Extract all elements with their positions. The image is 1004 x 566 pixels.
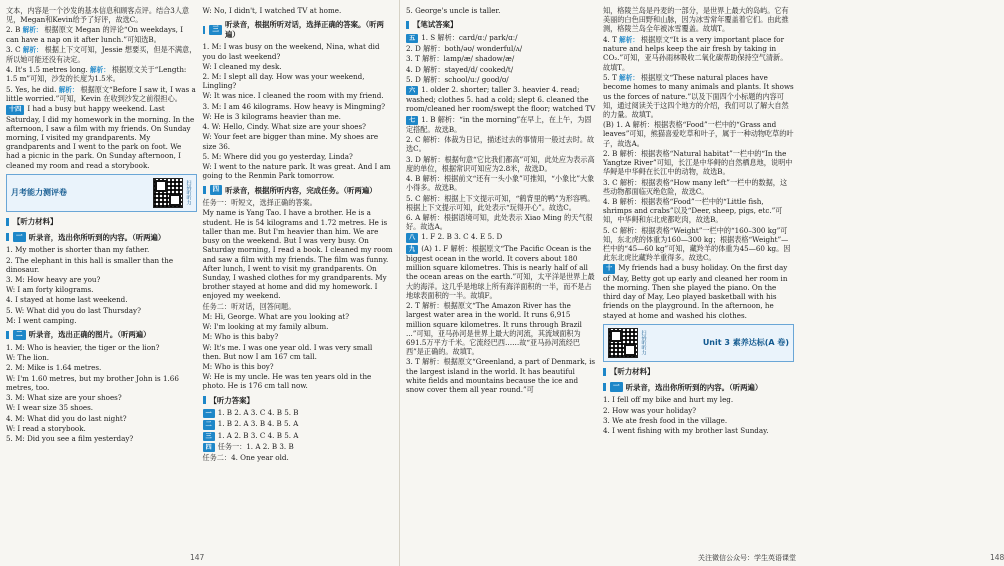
paragraph: 5. T 解析： 根据原文“These natural places have become homes to many animals and plants. It shows us the forces of nature.”以及下面四个小标题的内容可知，通过阅读关于这四个地方的介绍，我们可以了解大自然的力量。故填T。 bbox=[603, 72, 794, 119]
written-answer-header: 【笔试答案】 bbox=[406, 19, 597, 31]
qr-code-block bbox=[608, 328, 646, 358]
list-item: W: I wear size 35 shoes. bbox=[6, 403, 94, 413]
list-item: W: No, I didn't, I watched TV at home. bbox=[202, 6, 342, 15]
list-item: 4. W: Hello, Cindy. What size are your shoes? bbox=[202, 122, 366, 132]
section-badge: 六 bbox=[406, 86, 418, 95]
list-item: 3. M: What size are your shoes? bbox=[6, 393, 122, 403]
list-item: 5. W: What did you do last Thursday? bbox=[6, 305, 141, 315]
list-item: 1. I fell off my bike and hurt my leg. bbox=[603, 395, 734, 405]
section-badge: 九 bbox=[406, 245, 418, 254]
page-number-right: 148 bbox=[990, 553, 1004, 562]
section-title: 一 听录音，选出你所听到的内容。（听两遍） bbox=[603, 381, 794, 393]
list-item: 2. M: I slept all day. How was your weekend, Lingling? bbox=[202, 71, 365, 91]
list-item: 4. D 解析：stayed/d/ cooked/t/ bbox=[406, 64, 514, 74]
list-item: 5. C 解析：根据表格“Weight”一栏中的“160–300 kg”可知，东北虎的体重为160—300 kg；根据表格“Weight”—栏中的“45—60 kg”可知，藏羚羊的体重为45—60 kg。因此东北虎比藏羚羊重得多。故选C。 bbox=[603, 225, 791, 263]
section-badge: 四 bbox=[210, 185, 223, 195]
unit-title: 月考能力测评卷 bbox=[11, 187, 67, 197]
essay-paragraph: 十四 I had a busy but happy weekend. Last Saturday, I did my homework in the morning. In the afternoon, I saw a film with my friends. On Sunday morning, I visited my grandparents. My grandparents and I went to the park on foot. We had a picnic in the park. On Sunday afternoon, I cleaned my room and read a storybook. bbox=[6, 104, 195, 170]
list-item: 4. I went fishing with my brother last Sunday. bbox=[603, 425, 769, 435]
answer-row: 六 1. older 2. shorter; taller 3. heavier 4. read; washed; clothes 5. had a cold; slept 6. cleaned the room/cleaned her room/swept the floor; watched TV bbox=[406, 84, 596, 114]
task-title: 任务一：听短文，选择正确的答案。 bbox=[202, 198, 317, 208]
list-item: 5. M: Did you see a film yesterday? bbox=[6, 433, 134, 443]
list-item: 5. C 解析：根据上下文提示可知，“鹤背里的鸭”为形容鸭。根据上下文提示可知，此处表示“玩得开心”。故选C。 bbox=[406, 193, 595, 212]
answer-row: 八 1. F 2. B 3. C 4. E 5. D bbox=[406, 232, 597, 242]
unit-banner bbox=[6, 174, 197, 212]
unit-banner bbox=[603, 324, 794, 362]
left-page bbox=[0, 0, 400, 566]
answer-row: 四 任务一：1. A 2. B 3. B bbox=[203, 442, 394, 452]
list-item: 2. How was your holiday? bbox=[603, 405, 697, 415]
list-item: 3. T 解析：根据原文“Greenland, a part of Denmark, is the largest island in the world. It has beautiful white fields and mountains because the ice and snow cover them all year round.”可 bbox=[406, 357, 596, 395]
list-item: W: It was nice. I cleaned the room with my friend. bbox=[202, 91, 384, 101]
list-item: 1. M: I was busy on the weekend, Nina, what did you do last weekend? bbox=[202, 42, 380, 61]
section-badge: 五 bbox=[406, 34, 418, 43]
list-item: 4. B 解析：根据前文“还有一头小象”可推知，“小象比”大象小得多。故选B。 bbox=[406, 174, 595, 193]
section-badge: 七 bbox=[406, 116, 418, 125]
section-badge: 三 bbox=[209, 25, 222, 35]
list-item: M: Who is this boy? bbox=[202, 361, 274, 371]
list-item: 3. M: How heavy are you? bbox=[6, 275, 101, 285]
right-page bbox=[400, 0, 1004, 566]
list-item: 4. I stayed at home last weekend. bbox=[6, 295, 128, 305]
list-item: 2. D 解析：both/əʊ/ wonderful/ʌ/ bbox=[406, 44, 523, 54]
list-item: 2. The elephant in this hall is smaller than the dinosaur. bbox=[6, 255, 174, 274]
list-item: W: He is 3 kilograms heavier than me. bbox=[202, 111, 341, 121]
unit-title: Unit 3 素养达标(A 卷) bbox=[702, 337, 789, 347]
section-badge: 一 bbox=[610, 382, 623, 392]
list-item: 1. M: Who is heavier, the tiger or the lion? bbox=[6, 343, 160, 352]
list-item: M: Hi, George. What are you looking at? bbox=[202, 311, 350, 321]
paragraph: 知，格陵兰岛是丹麦的一部分，是世界上最大的岛屿。它有美丽的白色田野和山脉，因为冰雪常年覆盖着它们。由此推测，格陵兰岛全年被冰雪覆盖。故填T。 bbox=[603, 6, 789, 34]
answer-row: 三 1. A 2. B 3. C 4. B 5. A bbox=[203, 431, 394, 441]
list-item: 4. M: What did you do last night? bbox=[6, 413, 127, 423]
list-item: 2. T 解析：根据原文“The Amazon River has the largest water area in the world. It runs 6,915 million square kilometres. It runs through Brazil ...”可知，亚马孙河是世界上最大的河流，其流域面积为691.5万平方千米。它流经巴西……故“亚马孙河流经巴西”是正确的。故填T。 bbox=[406, 301, 582, 357]
list-item: 3. We ate fresh food in the village. bbox=[603, 415, 728, 425]
answer-row: 五 1. S 解析：card/ɑː/ park/ɑː/ bbox=[406, 33, 597, 43]
paragraph: 4. T 解析： 根据原文“It is a very important place for nature and helps keep the air fresh by taking in CO₂.”可知，亚马孙雨林吸收二氧化碳帮助保持空气清新。故填T。 bbox=[603, 34, 788, 72]
list-item: W: The lion. bbox=[6, 353, 49, 363]
section-badge: 一 bbox=[13, 232, 26, 242]
section-title: 三 听录音，根据所听对话，选择正确的答案。（听两遍） bbox=[203, 19, 394, 40]
list-item: W: He is my uncle. He was ten years old in the photo. He is 176 cm tall now. bbox=[202, 372, 372, 391]
qr-code-icon[interactable] bbox=[153, 178, 183, 208]
paragraph: 5. Yes, he did. 解析： 根据原文“Before I saw it, I was a little worried.”可知，Kevin 在收到沙发之前很担心。 bbox=[6, 84, 196, 104]
list-item: 2. B 解析：根据表格“Natural habitat”一栏中的“In the Yangtze River”可知，长江是中华鲟的自然栖息地，说明中华鲟是中华鲟在长江中的动物，故选B。 bbox=[603, 148, 793, 177]
list-item: W: I went to the nature park. It was great. And I am going to the Renmin Park tomorrow. bbox=[202, 161, 391, 181]
section-badge: 十 bbox=[603, 264, 615, 273]
right-column-2 bbox=[603, 6, 794, 550]
paragraph: (B) 1. A 解析：根据表格“Food”一栏中的“Grass and leaves”可知，熊猫喜爱吃草和叶子，属于一种动物吃草的叶子，故选A。 bbox=[603, 120, 794, 148]
page-number-left: 147 bbox=[190, 553, 205, 562]
qr-code-block bbox=[153, 178, 191, 208]
paragraph: 2. B 解析： 根据原文 Megan 的评论“On weekdays, I can have a nap on it after lunch.”可知选B。 bbox=[6, 25, 184, 44]
left-column-1 bbox=[6, 6, 197, 550]
section-title: 四 听录音，根据所听内容，完成任务。（听两遍） bbox=[203, 184, 394, 196]
section-title: 一 听录音，选出你所听到的内容。（听两遍） bbox=[6, 231, 197, 243]
list-item: 6. A 解析：根据语境可知，此处表示 Xiao Ming 的天气很好。故选A。 bbox=[406, 212, 593, 232]
list-item: 5. M: Where did you go yesterday, Linda? bbox=[202, 151, 353, 161]
essay-paragraph: 十 My friends had a busy holiday. On the first day of May, Betty got up early and cleaned her room in the morning. Then she played the piano. On the third day of May, Leo played basketball with his friends on the playground. In the afternoon, he stayed at home and washed his clothes. bbox=[603, 263, 788, 320]
listening-header: 【听力材料】 bbox=[603, 366, 794, 378]
list-item: W: Your feet are bigger than mine. My shoes are size 36. bbox=[202, 132, 379, 151]
section-badge: 一 bbox=[203, 409, 215, 418]
list-item: 2. C 解析：体裁为日记，描述过去的事情用一般过去时。故选C。 bbox=[406, 135, 595, 154]
qr-caption: 扫码听听力 bbox=[185, 180, 192, 206]
list-item: W: I cleaned my desk. bbox=[202, 61, 282, 71]
list-item: W: It's me. I was one year old. I was very small then. But now I am 167 cm tall. bbox=[202, 342, 373, 361]
left-column-2 bbox=[203, 6, 394, 550]
list-item: W: I read a storybook. bbox=[6, 423, 86, 433]
section-badge: 八 bbox=[406, 233, 418, 242]
paragraph: 4. It's 1.5 metres long. 解析： 根据原文关于“Length: 1.5 m”可知，沙发的长度为1.5米。 bbox=[6, 64, 187, 84]
section-badge: 十四 bbox=[6, 105, 24, 114]
list-item: 3. T 解析：lamp/æ/ shadow/æ/ bbox=[406, 54, 515, 64]
section-title: 二 听录音，选出正确的图片。（听两遍） bbox=[6, 329, 197, 341]
list-item: 4. B 解析：根据表格“Food”一栏中的“Little fish, shrimps and crabs”以及“Deer, sheep, pigs, etc.”可知，中华鲟和东北虎都吃肉，故选B。 bbox=[603, 196, 783, 225]
list-item: M: Who is this baby? bbox=[202, 332, 279, 342]
list-item: M: I went camping. bbox=[6, 315, 77, 325]
list-item: W: I'm 1.60 metres, but my brother John is 1.66 metres, too. bbox=[6, 373, 179, 392]
qr-caption: 扫码听听力 bbox=[640, 330, 647, 356]
listening-header: 【听力材料】 bbox=[6, 216, 197, 228]
passage: My name is Yang Tao. I have a brother. He is a student. He is 54 kilograms and 1.72 metres. He is taller than me. But I'm heavier than him. We are busy on the weekend. But I was very busy. On Saturday morning, I read a book. I cleaned my room and saw a film with my friends. The film was funny. After lunch, I went to visit my grandparents. On Sunday, I washed clothes for my grandparents. My brother stayed at home and did my homework. I enjoyed my weekend. bbox=[202, 208, 393, 301]
task-title: 任务二：听对话，回答问题。 bbox=[202, 301, 296, 311]
list-item: 3. M: I am 46 kilograms. How heavy is Mingming? bbox=[202, 101, 386, 111]
list-item: 3. D 解析：根据句意“它比我们都高”可知，此处应为表示高度的单位，根据常识可知应为2.8米，故选D。 bbox=[406, 154, 595, 173]
section-badge: 二 bbox=[13, 330, 26, 340]
right-column-1 bbox=[406, 6, 597, 550]
answer-header: 【听力答案】 bbox=[203, 395, 394, 407]
answer-row: 二 1. B 2. A 3. B 4. B 5. A bbox=[203, 419, 394, 429]
section-badge: 四 bbox=[203, 443, 215, 452]
answer-row: 任务二：4. One year old. bbox=[202, 453, 289, 463]
paragraph: 3. C 解析： 根据上下文可知，Jessie 想要买，但是不满意，所以她可能还没有决定。 bbox=[6, 45, 197, 64]
list-item: W: I am forty kilograms. bbox=[6, 285, 94, 295]
list-item: W: I'm looking at my family album. bbox=[202, 322, 329, 332]
answer-row: 九 (A) 1. F 解析：根据原文“The Pacific Ocean is the biggest ocean in the world. It covers about 180 million square kilometres. This is nearly half of all the ocean areas on the earth.”可知，太平洋是世界上最大的海洋。这几乎是地球上所有海洋面积的一半，而不是占地球表面积的一半。故填F。 bbox=[406, 243, 595, 300]
answer-row: 七 1. B 解析：“in the morning”在早上，在上午，为固定搭配。故选B。 bbox=[406, 114, 592, 134]
list-item: 3. C 解析：根据表格“How many left”一栏中的数据，这些动物都面临灭绝危险，故选C。 bbox=[603, 177, 788, 196]
list-item: 1. My mother is shorter than my father. bbox=[6, 245, 150, 255]
list-item: 5. George's uncle is taller. bbox=[406, 6, 501, 15]
watermark-text: 关注微信公众号：学生英语课堂 bbox=[698, 554, 796, 562]
paragraph: 文本，内容是一个沙发的基本信息和顾客点评。结合3人意见，Megan和Kevin给予了好评，故选C。 bbox=[6, 6, 190, 25]
list-item: 5. D 解析：school/uː/ good/ʊ/ bbox=[406, 74, 509, 84]
section-badge: 三 bbox=[203, 432, 215, 441]
answer-row: 一 1. B 2. A 3. C 4. B 5. B bbox=[203, 408, 394, 418]
list-item: 2. M: Mike is 1.64 metres. bbox=[6, 363, 102, 373]
section-badge: 二 bbox=[203, 420, 215, 429]
qr-code-icon[interactable] bbox=[608, 328, 638, 358]
